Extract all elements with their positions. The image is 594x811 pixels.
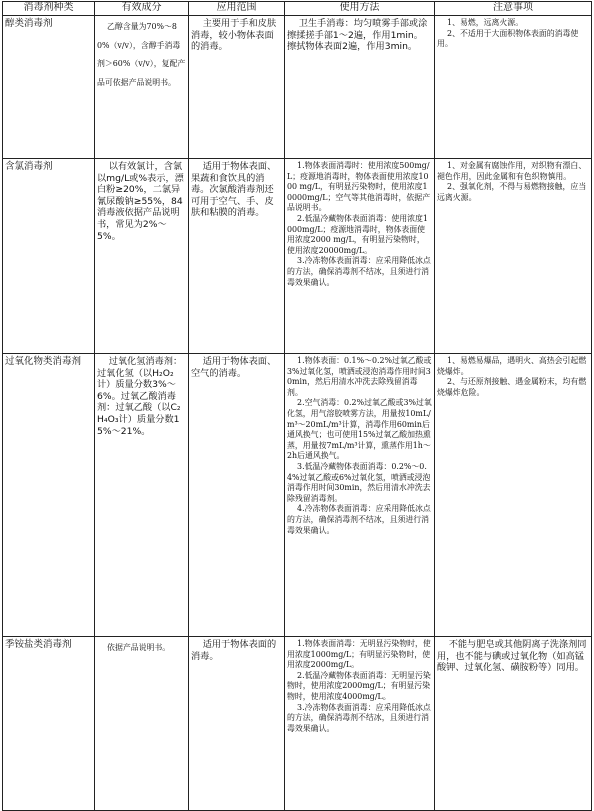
scope-cell: 适用于物体表面、空气的消毒。 <box>191 356 277 379</box>
type-cell: 含氯消毒剂 <box>5 161 53 172</box>
notes-cell: 1、对金属有腐蚀作用，对织物有漂白、褪色作用，因此金属和有色织物慎用。 2、强氧化剂，不得与易燃物接触，应当远离火源。 <box>437 161 587 202</box>
table-row <box>3 637 592 811</box>
scope-cell: 适用于物体表面、果蔬和食饮具的消毒。次氯酸消毒剂还可用于空气、手、皮肤和粘膜的消毒。 <box>191 161 277 219</box>
type-cell: 过氧化物类消毒剂 <box>5 356 82 367</box>
method-cell: 1.物体表面：0.1%～0.2%过氧乙酸或3%过氧化氢，喷洒或浸泡消毒作用时间30min，然后用清水冲洗去除残留消毒剂。 2.空气消毒：0.2%过氧乙酸或3%过氧化氢，用气溶胶喷雾方法，用量按10mL/m³～20mL/m³计算，消毒作用60min后通风换气；也可使用15%过氧乙酸加热熏蒸，用量按7mL/m³计算，熏蒸作用1h～2h后通风换气。 3.低温冷藏物体表面消毒：0.2%～0.4%过氧乙酸或6%过氧化氢，喷洒或浸泡消毒作用时间30min，然后用清水冲洗去除残留消毒剂。 4.冷冻物体表面消毒：应采用降低冰点的方法，确保消毒剂不结冰，且须进行消毒效果确认。 <box>287 356 432 535</box>
notes-cell: 不能与肥皂或其他阴离子洗涤剂同用，也不能与碘或过氧化物（如高锰酸钾、过氧化氢、磺胺粉等）同用。 <box>437 639 587 674</box>
table-row <box>3 159 592 354</box>
ingredient-cell: 以有效氯计，含氯以mg/L或%表示，漂白粉≥20%，二氯异氰尿酸钠≥55%，84消毒液依据产品说明书，常见为2%～5%。 <box>97 161 184 242</box>
disinfectant-table <box>2 1 592 811</box>
header-method: 使用方法 <box>285 2 435 16</box>
type-cell: 醇类消毒剂 <box>5 18 53 29</box>
scope-cell: 适用于物体表面的消毒。 <box>191 639 277 662</box>
header-notes: 注意事项 <box>435 2 592 16</box>
table-row <box>3 354 592 637</box>
ingredient-cell: 过氧化氢消毒剂：过氧化氢（以H₂O₂计）质量分数3%～6%。过氧乙酸消毒剂：过氧乙酸（以C₂H₄O₃计）质量分数15%～21%。 <box>97 356 183 437</box>
table-row <box>3 16 592 159</box>
type-cell: 季铵盐类消毒剂 <box>5 639 72 650</box>
header-type: 消毒剂种类 <box>3 2 95 16</box>
method-cell: 1.物体表面消毒：无明显污染物时，使用浓度1000mg/L；有明显污染物时，使用浓度2000mg/L。 2.低温冷藏物体表面消毒：无明显污染物时，使用浓度2000mg/L；有明显污染物时，使用浓度4000mg/L。 3.冷冻物体表面消毒：应采用降低冰点的方法，确保消毒剂不结冰，且须进行消毒效果确认。 <box>287 639 431 733</box>
scope-cell: 主要用于手和皮肤消毒，较小物体表面的消毒。 <box>191 18 277 53</box>
method-cell: 1.物体表面消毒时：使用浓度500mg/L；疫源地消毒时，物体表面使用浓度1000 mg/L，有明显污染物时，使用浓度10000mg/L；空气等其他消毒时，依据产品说明书。 2.低温冷藏物体表面消毒：使用浓度1000mg/L；疫源地消毒时，物体表面使用浓度2000 mg/L，有明显污染物时，使用浓度20000mg/L。 3.冷冻物体表面消毒：应采用降低冰点的方法，确保消毒剂不结冰，且须进行消毒效果确认。 <box>287 161 431 287</box>
ingredient-cell: 依据产品说明书。 <box>97 643 171 652</box>
header-ingredient: 有效成分 <box>95 2 189 16</box>
method-cell: 卫生手消毒：均匀喷雾手部或涂擦揉搓手部1～2遍，作用1min。擦拭物体表面2遍，作用3min。 <box>287 18 428 53</box>
notes-cell: 1、易燃，远离火源。 2、不适用于大面积物体表面的消毒使用。 <box>437 18 579 49</box>
ingredient-cell: 乙醇含量为70%～80%（v/v），含醇手消毒剂＞60%（v/v），复配产品可依据产品说明书。 <box>97 22 186 87</box>
notes-cell: 1、易燃易爆品，遇明火、高热会引起燃烧爆炸。 2、与还原剂接触、遇金属粉末，均有燃烧爆炸危险。 <box>437 356 587 397</box>
header-scope: 应用范围 <box>189 2 285 16</box>
table-header-row <box>3 2 592 16</box>
